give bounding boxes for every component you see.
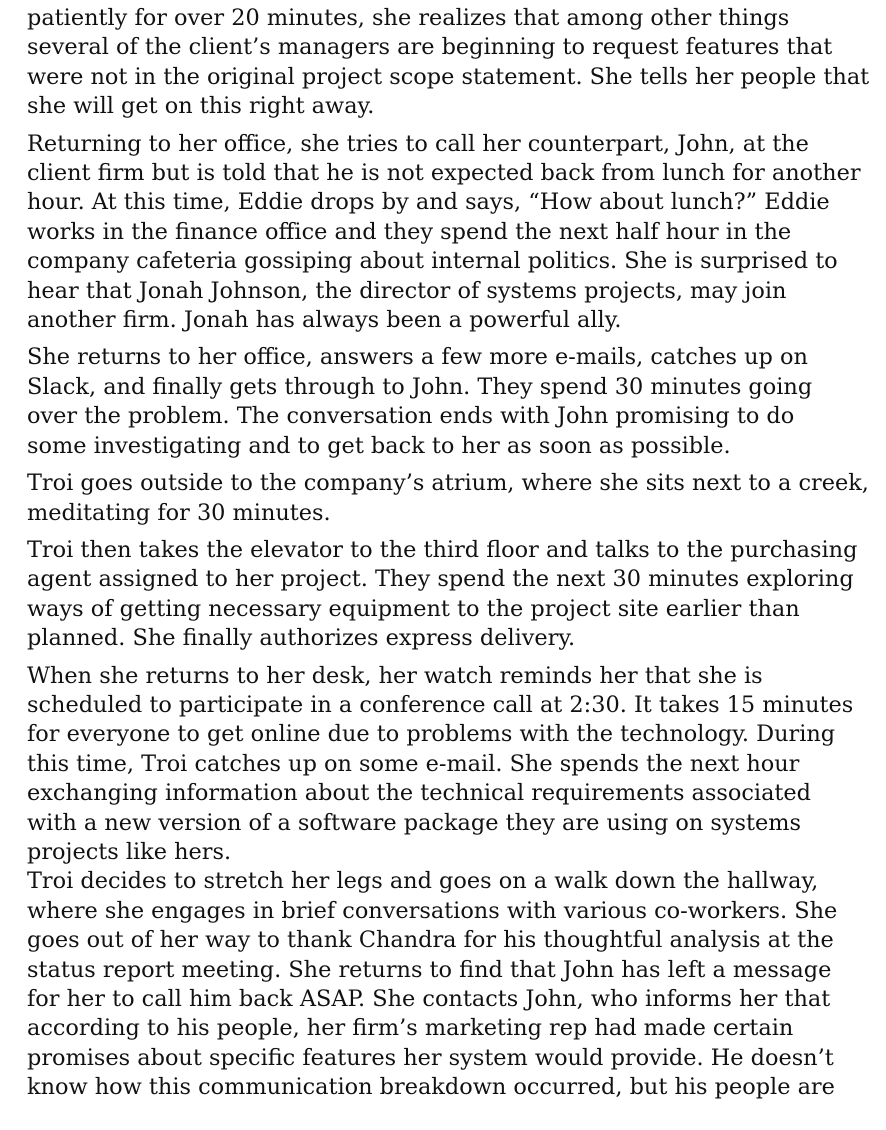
document-page <box>27 4 872 1103</box>
text-line: Returning to her office, she tries to call her counterpart, John, at the <box>27 130 809 157</box>
text-line: hear that Jonah Johnson, the director of systems projects, may join <box>27 277 787 304</box>
text-line: company cafeteria gossiping about internal politics. She is surprised to <box>27 248 838 275</box>
paragraph-3 <box>27 343 872 461</box>
text-line: Troi decides to stretch her legs and goes on a walk down the hallway, <box>27 868 819 895</box>
text-line: over the problem. The conversation ends with John promising to do <box>27 403 795 430</box>
text-line: status report meeting. She returns to find that John has left a message <box>27 956 832 983</box>
text-line: promises about specific features her system would provide. He doesn’t <box>27 1044 834 1071</box>
text-line: according to his people, her firm’s marketing rep had made certain <box>27 1015 794 1042</box>
text-line: exchanging information about the technical requirements associated <box>27 780 812 807</box>
paragraph-7 <box>27 867 872 1102</box>
text-line: She returns to her office, answers a few more e-mails, catches up on <box>27 344 808 371</box>
text-line: another firm. Jonah has always been a powerful ally. <box>27 307 622 334</box>
text-line: meditating for 30 minutes. <box>27 499 331 526</box>
paragraph-6 <box>27 662 872 868</box>
text-line: hour. At this time, Eddie drops by and says, “How about lunch?” Eddie <box>27 189 830 216</box>
text-line: with a new version of a software package they are using on systems <box>27 809 802 836</box>
text-line: for her to call him back ASAP. She contacts John, who informs her that <box>27 986 831 1012</box>
text-line: client firm but is told that he is not expected back from lunch for another <box>27 160 861 187</box>
text-line: Troi then takes the elevator to the third floor and talks to the purchasing <box>27 536 858 563</box>
text-line: some investigating and to get back to her as soon as possible. <box>27 432 731 459</box>
text-line: Slack, and finally gets through to John. They spend 30 minutes going <box>27 373 813 400</box>
text-line: patiently for over 20 minutes, she realizes that among other things <box>27 5 790 31</box>
text-line: scheduled to participate in a conference call at 2:30. It takes 15 minutes <box>27 691 854 718</box>
paragraph-2 <box>27 130 872 336</box>
text-line: projects like hers. <box>27 838 232 865</box>
text-line: goes out of her way to thank Chandra for his thoughtful analysis at the <box>27 927 834 954</box>
text-line: When she returns to her desk, her watch reminds her that she is <box>27 662 763 689</box>
text-line: know how this communication breakdown occurred, but his people are <box>27 1074 835 1101</box>
paragraph-4 <box>27 469 872 528</box>
text-line: agent assigned to her project. They spend the next 30 minutes exploring <box>27 566 854 593</box>
text-line: for everyone to get online due to problems with the technology. During <box>27 721 836 748</box>
text-line: where she engages in brief conversations with various co-workers. She <box>27 897 838 924</box>
paragraph-5 <box>27 536 872 654</box>
text-line: works in the finance office and they spend the next half hour in the <box>27 218 792 245</box>
text-line: planned. She finally authorizes express delivery. <box>27 625 576 652</box>
text-line: ways of getting necessary equipment to the project site earlier than <box>27 595 800 622</box>
text-line: she will get on this right away. <box>27 93 375 120</box>
text-line: Troi goes outside to the company’s atrium, where she sits next to a creek, <box>27 470 869 497</box>
text-line: several of the client’s managers are beginning to request features that <box>27 34 833 61</box>
text-line: this time, Troi catches up on some e-mail. She spends the next hour <box>27 750 800 777</box>
paragraph-1 <box>27 4 872 122</box>
text-line: were not in the original project scope statement. She tells her people that <box>27 63 870 90</box>
